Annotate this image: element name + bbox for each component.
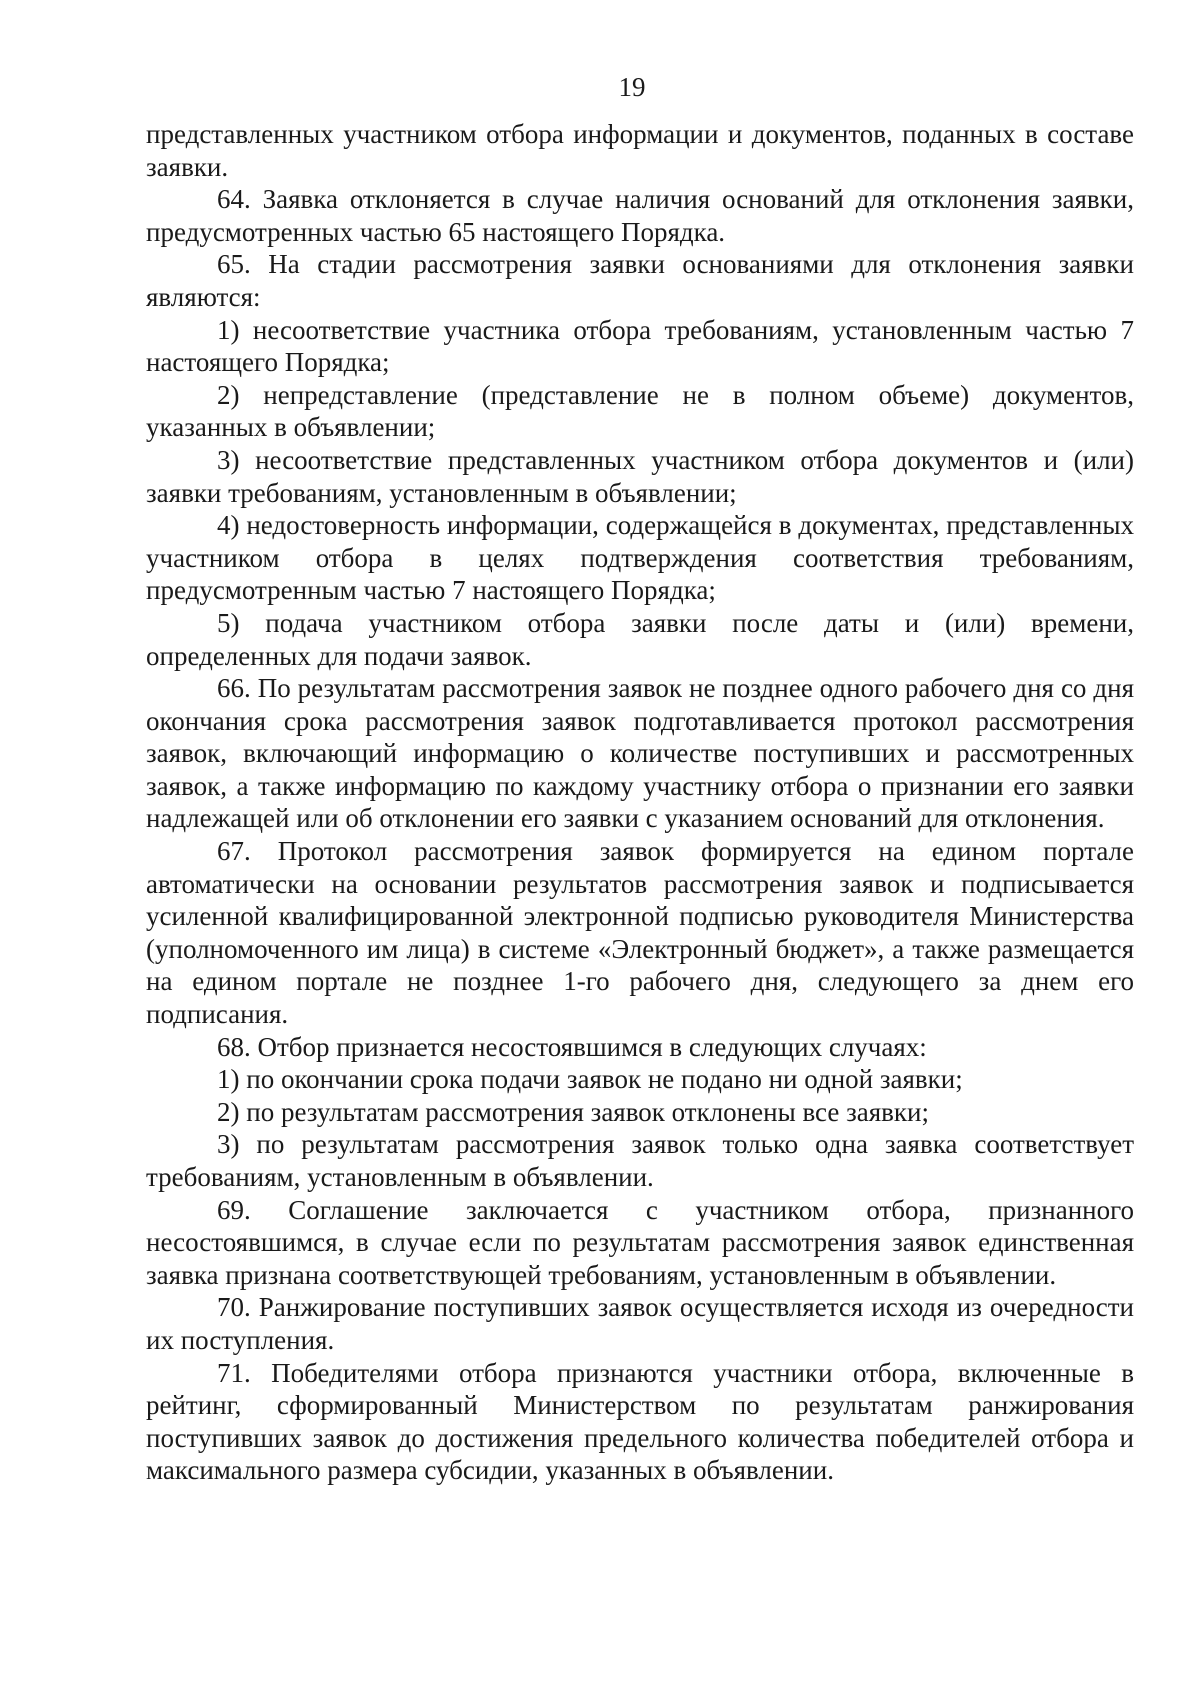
paragraph-68-item-2: 2) по результатам рассмотрения заявок отклонены все заявки; xyxy=(217,1096,929,1127)
paragraph-continuation: представленных участником отбора информации и документов, поданных в составе заявки. xyxy=(146,119,1134,182)
paragraph-65-item-3: 3) несоответствие представленных участником отбора документов и (или) заявки требованиям, установленным в объявлении; xyxy=(146,444,1134,508)
paragraph-68-item-3: 3) по результатам рассмотрения заявок только одна заявка соответствует требованиям, установленным в объявлении. xyxy=(146,1129,1134,1192)
paragraph-69: 69. Соглашение заключается с участником отбора, признанного несостоявшимся, в случае если по результатам рассмотрения заявок единственная заявка признана соответствующей требованиям, установленным в объявлении. xyxy=(146,1194,1134,1290)
paragraph-66: 66. По результатам рассмотрения заявок не позднее одного рабочего дня со дня окончания срока рассмотрения заявок подготавливается протокол рассмотрения заявок, включающий информацию о количестве поступивших и рассмотренных заявок, а также информацию по каждому участнику отбора о признании его заявки надлежащей или об отклонении его заявки с указанием оснований для отклонения. xyxy=(146,673,1134,834)
paragraph-71: 71. Победителями отбора признаются участники отбора, включенные в рейтинг, сформированный Министерством по результатам ранжирования поступивших заявок до достижения предельного количества победителей отбора и максимального размера субсидии, указанных в объявлении. xyxy=(146,1357,1134,1486)
paragraph-65-item-5: 5) подача участником отбора заявки после даты и (или) времени, определенных для подачи заявок. xyxy=(146,607,1134,671)
paragraph-68: 68. Отбор признается несостоявшимся в следующих случаях: xyxy=(217,1031,927,1062)
document-body xyxy=(146,118,1134,1487)
paragraph-67: 67. Протокол рассмотрения заявок формируется на едином портале автоматически на основании результатов рассмотрения заявок и подписывается усиленной квалифицированной электронной подписью руководителя Министерства (уполномоченного им лица) в системе «Электронный бюджет», а также размещается на едином портале не позднее 1-го рабочего дня, следующего за днем его подписания. xyxy=(146,836,1134,1030)
paragraph-65: 65. На стадии рассмотрения заявки основаниями для отклонения заявки являются: xyxy=(146,249,1134,312)
paragraph-68-item-1: 1) по окончании срока подачи заявок не подано ни одной заявки; xyxy=(217,1064,963,1095)
paragraph-64: 64. Заявка отклоняется в случае наличия оснований для отклонения заявки, предусмотренных частью 65 настоящего Порядка. xyxy=(146,184,1134,247)
paragraph-65-item-2: 2) непредставление (представление не в полном объеме) документов, указанных в объявлении; xyxy=(146,379,1134,443)
paragraph-65-item-1: 1) несоответствие участника отбора требованиям, установленным частью 7 настоящего Порядка; xyxy=(146,314,1134,378)
paragraph-70: 70. Ранжирование поступивших заявок осуществляется исходя из очередности их поступления. xyxy=(146,1292,1134,1355)
page-number: 19 xyxy=(618,72,646,102)
paragraph-65-item-4: 4) недостоверность информации, содержащейся в документах, представленных участником отбора в целях подтверждения соответствия требованиям, предусмотренным частью 7 настоящего Порядка; xyxy=(146,510,1134,606)
